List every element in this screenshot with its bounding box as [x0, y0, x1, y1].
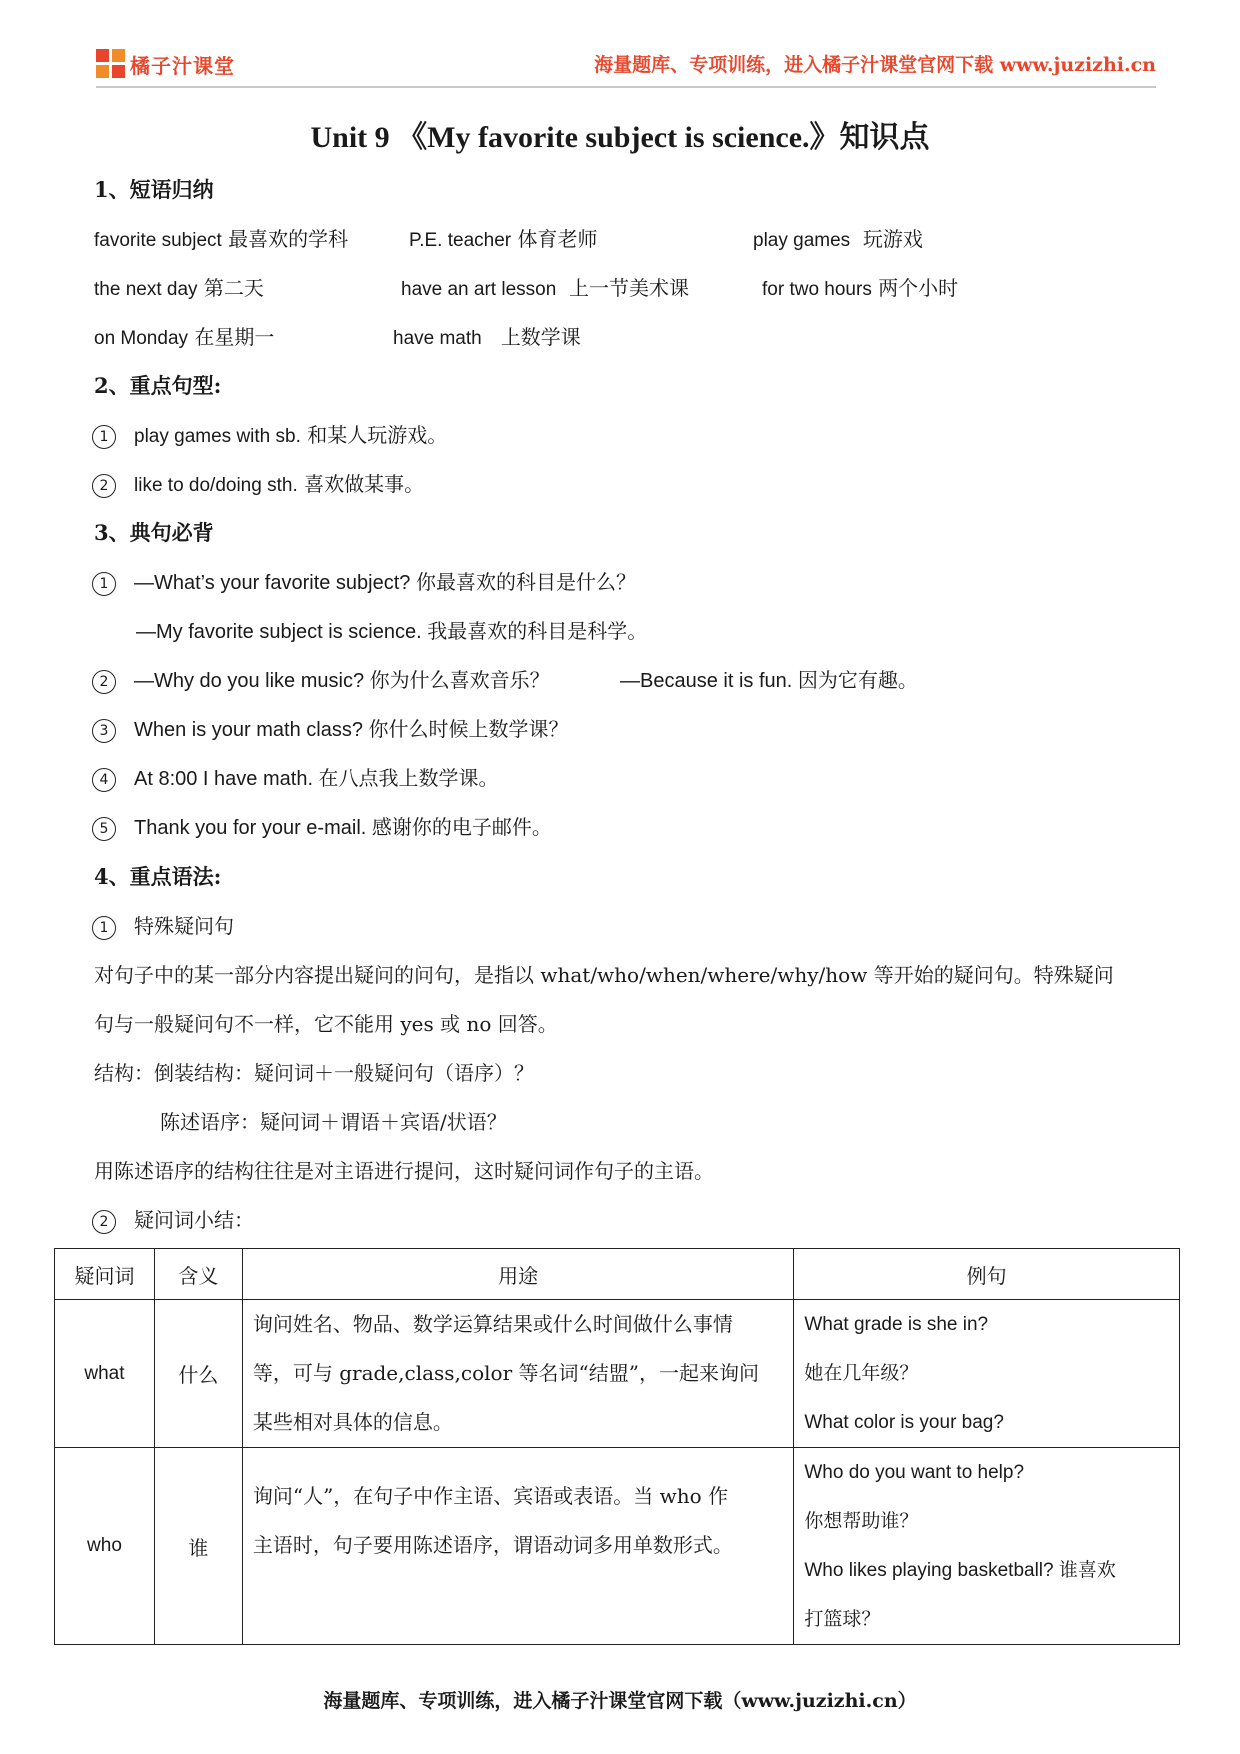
- page-title: Unit 9 《My favorite subject is science.》知识点: [310, 121, 930, 154]
- phrase-item: have math 上数学课: [393, 325, 581, 349]
- sentence-item: 3 When is your math class? 你什么时候上数学课？: [92, 716, 569, 744]
- sentence-item-answer: —Because it is fun. 因为它有趣。: [620, 670, 918, 692]
- grammar-paragraph: 用陈述语序的结构往往是对主语进行提问，这时疑问词作句子的主语。: [94, 1159, 714, 1183]
- logo-text: 橘子汁课堂: [130, 53, 235, 78]
- table-cell-examples: Who do you want to help? 你想帮助谁？ Who likes playing basketball? 谁喜欢 打篮球？: [794, 1448, 1180, 1645]
- phrase-item: the next day 第二天: [94, 276, 264, 300]
- section4-heading: 4、重点语法:: [94, 864, 222, 889]
- sentence-item: 4 At 8:00 I have math. 在八点我上数学课。: [92, 765, 499, 793]
- table-cell-meaning: 什么: [154, 1300, 242, 1448]
- sentence-item: 2 —Why do you like music? 你为什么喜欢音乐？: [92, 667, 550, 695]
- phrase-item: for two hours 两个小时: [762, 276, 959, 300]
- section1-heading: 1、短语归纳: [94, 177, 214, 202]
- pattern-item: 2 like to do/doing sth. 喜欢做某事。: [92, 470, 424, 500]
- table-cell-meaning: 谁: [154, 1448, 242, 1645]
- sentence-item: 1 —What’s your favorite subject? 你最喜欢的科目是什么？: [92, 569, 636, 597]
- structure-line: 结构：倒装结构：疑问词＋一般疑问句（语序）？: [94, 1061, 534, 1085]
- table-header-cell: 疑问词: [55, 1249, 155, 1300]
- page-footer[interactable]: 海量题库、专项训练，进入橘子汁课堂官网下载（www.juzizhi.cn）: [323, 1690, 917, 1712]
- grammar-paragraph: 句与一般疑问句不一样，它不能用 yes 或 no 回答。: [94, 1012, 558, 1036]
- pattern-item: 1 play games with sb. 和某人玩游戏。: [92, 421, 447, 451]
- phrase-item: P.E. teacher 体育老师: [409, 227, 598, 251]
- phrase-item: favorite subject 最喜欢的学科: [94, 227, 349, 251]
- table-cell-examples: What grade is she in? 她在几年级？ What color is your bag?: [794, 1300, 1180, 1448]
- table-cell-usage: 询问“人”，在句子中作主语、宾语或表语。当 who 作 主语时，句子要用陈述语序，谓语动词多用单数形式。: [242, 1448, 793, 1645]
- table-header-cell: 例句: [794, 1249, 1180, 1300]
- question-word-table: [54, 1248, 1180, 1645]
- phrase-item: play games 玩游戏: [753, 227, 923, 251]
- table-header-cell: 用途: [242, 1249, 793, 1300]
- table-row: [55, 1300, 1180, 1448]
- logo-icon: [96, 49, 126, 79]
- table-header-cell: 含义: [154, 1249, 242, 1300]
- table-header-row: [55, 1249, 1180, 1300]
- table-row: [55, 1448, 1180, 1645]
- table-cell-word: who: [55, 1448, 155, 1645]
- structure-line: 陈述语序：疑问词＋谓语＋宾语/状语？: [160, 1110, 507, 1134]
- sentence-item: 5 Thank you for your e-mail. 感谢你的电子邮件。: [92, 814, 552, 842]
- header-tagline[interactable]: 海量题库、专项训练，进入橘子汁课堂官网下载 www.juzizhi.cn: [594, 54, 1156, 76]
- phrase-item: have an art lesson 上一节美术课: [401, 276, 689, 300]
- grammar-paragraph: 对句子中的某一部分内容提出疑问的问句，是指以 what/who/when/where/why/how 等开始的疑问句。特殊疑问: [94, 963, 1114, 987]
- sentence-item: —My favorite subject is science. 我最喜欢的科目是科学。: [136, 621, 648, 643]
- section2-heading: 2、重点句型:: [94, 373, 222, 398]
- phrase-item: on Monday 在星期一: [94, 325, 275, 349]
- table-cell-word: what: [55, 1300, 155, 1448]
- section3-heading: 3、典句必背: [94, 520, 214, 545]
- brand-logo[interactable]: [96, 46, 235, 82]
- grammar-subheading: 1 特殊疑问句: [92, 912, 234, 940]
- page-header: [96, 46, 1156, 88]
- grammar-subheading: 2 疑问词小结：: [92, 1206, 254, 1234]
- table-cell-usage: 询问姓名、物品、数学运算结果或什么时间做什么事情 等，可与 grade,class,color 等名词“结盟”，一起来询问 某些相对具体的信息。: [242, 1300, 793, 1448]
